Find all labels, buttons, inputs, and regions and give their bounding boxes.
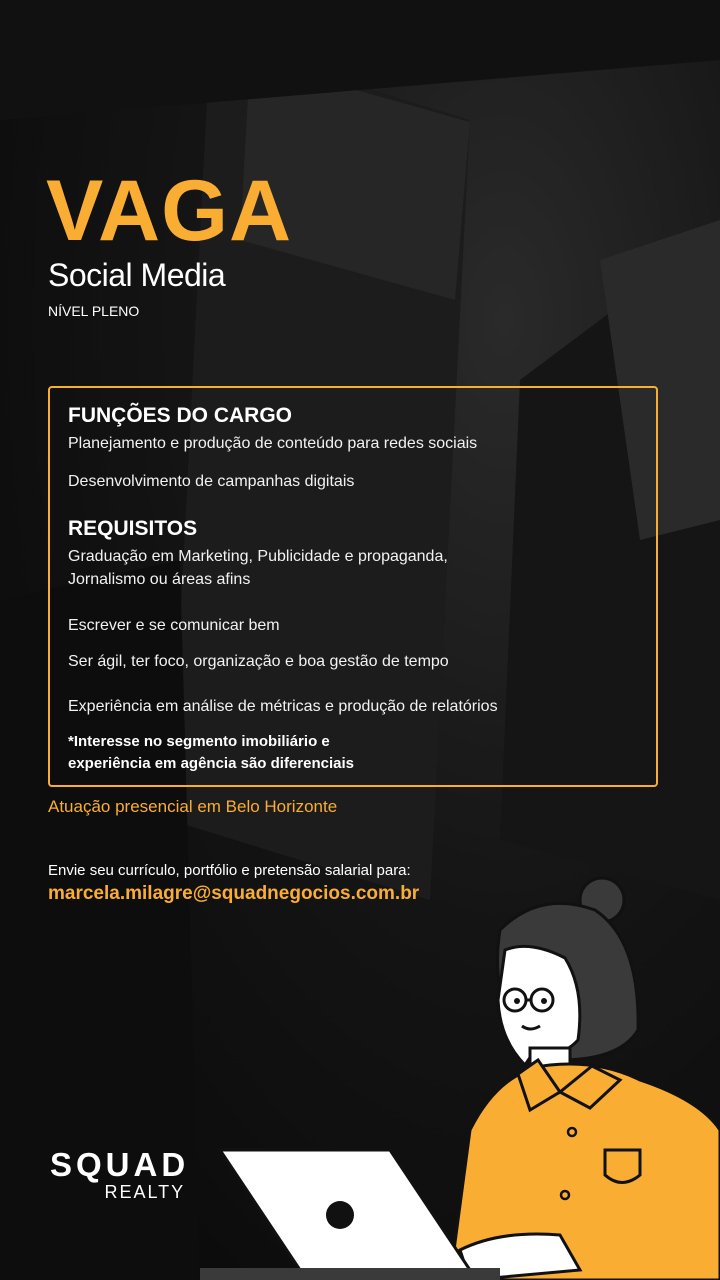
requirement-item: Escrever e se comunicar bem bbox=[68, 617, 280, 634]
function-item: Desenvolvimento de campanhas digitais bbox=[68, 473, 355, 490]
squad-realty-logo bbox=[50, 1148, 189, 1203]
requirements-title: REQUISITOS bbox=[68, 517, 198, 540]
contact-email[interactable]: marcela.milagre@squadnegocios.com.br bbox=[48, 883, 420, 904]
requirement-item: Ser ágil, ter foco, organização e boa gestão de tempo bbox=[68, 653, 449, 670]
note-line: experiência em agência são diferenciais bbox=[68, 755, 354, 772]
location-text: Atuação presencial em Belo Horizonte bbox=[48, 797, 338, 816]
job-level: NÍVEL PLENO bbox=[48, 303, 140, 319]
logo-main-text: SQUAD bbox=[50, 1146, 190, 1183]
differentials-note bbox=[68, 731, 354, 775]
woman-with-laptop-illustration bbox=[200, 870, 720, 1280]
requirement-item: Experiência em análise de métricas e produção de relatórios bbox=[68, 698, 498, 715]
requirement-item: Jornalismo ou áreas afins bbox=[68, 571, 251, 588]
logo-sub-text: REALTY bbox=[104, 1182, 186, 1202]
contact-prompt: Envie seu currículo, portfólio e pretensão salarial para: bbox=[48, 862, 411, 879]
requirement-item: Graduação em Marketing, Publicidade e propaganda, bbox=[68, 548, 448, 565]
function-item: Planejamento e produção de conteúdo para redes sociais bbox=[68, 435, 478, 452]
functions-title: FUNÇÕES DO CARGO bbox=[68, 404, 293, 427]
note-line: *Interesse no segmento imobiliário e bbox=[68, 733, 330, 750]
job-details-box bbox=[48, 386, 658, 787]
job-role: Social Media bbox=[48, 257, 226, 293]
headline: VAGA bbox=[46, 163, 293, 259]
